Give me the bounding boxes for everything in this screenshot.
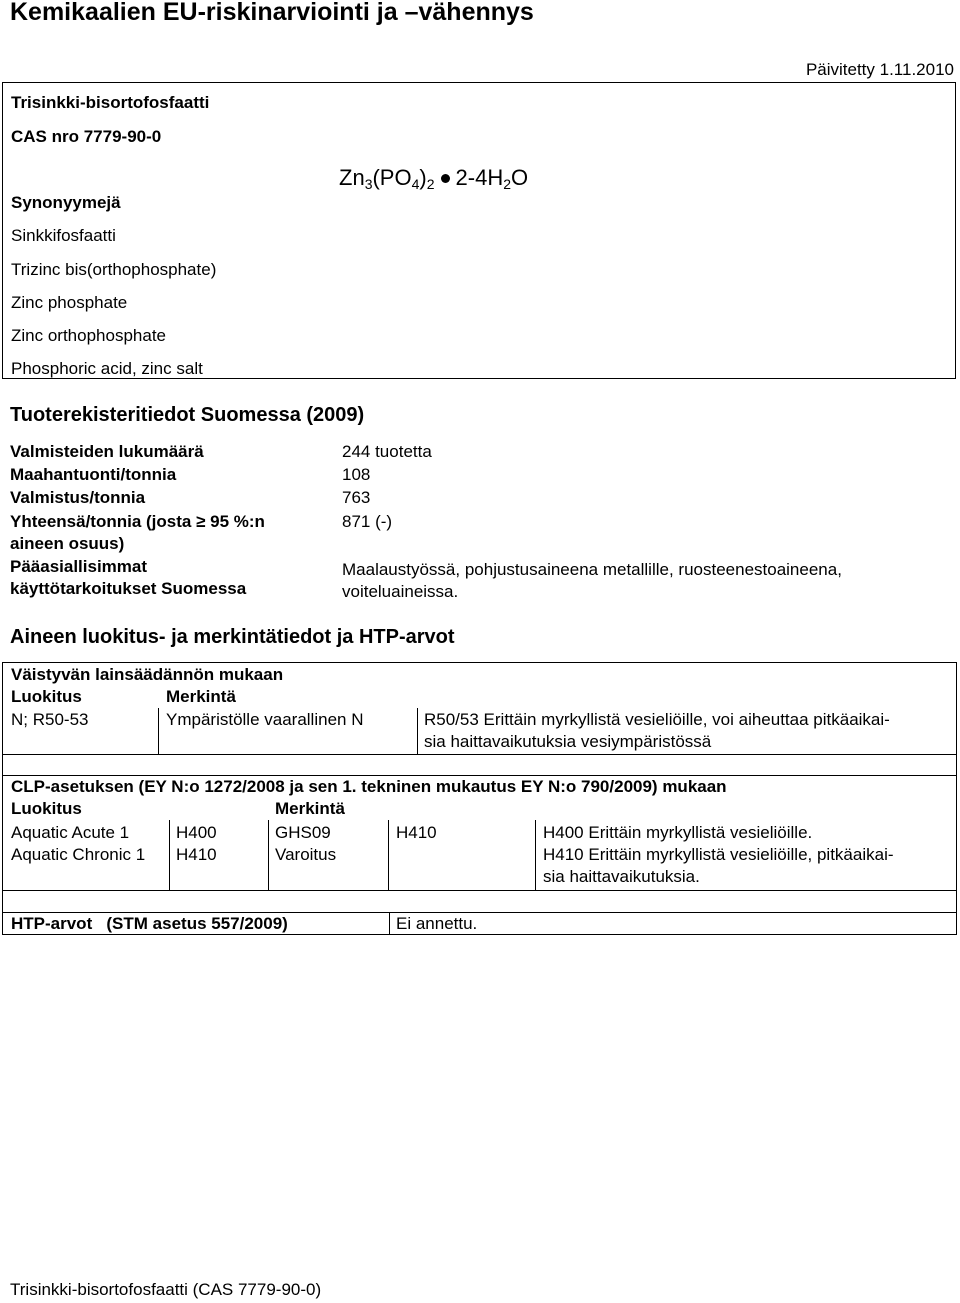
- hydrate-dot-icon: [441, 174, 450, 183]
- synonym-item: Sinkkifosfaatti: [11, 226, 116, 245]
- clp-hcode: H410: [176, 845, 217, 864]
- old-law-col-class: Luokitus: [11, 687, 82, 706]
- registry-label: Maahantuonti/tonnia: [10, 465, 177, 484]
- clp-class: Aquatic Chronic 1: [11, 845, 146, 864]
- clp-statement: H400 Erittäin myrkyllistä vesieliöille.: [543, 823, 813, 842]
- synonym-item: Phosphoric acid, zinc salt: [11, 359, 203, 378]
- registry-value: 244 tuotetta: [342, 442, 432, 461]
- registry-value-cont: voiteluaineissa.: [342, 582, 459, 601]
- clp-hcode: H400: [176, 823, 217, 842]
- old-law-heading: Väistyvän lainsäädännön mukaan: [11, 665, 284, 684]
- registry-label: Pääasiallisimmat: [10, 557, 148, 576]
- registry-value: 871 (-): [342, 512, 393, 531]
- registry-label: Valmistus/tonnia: [10, 488, 146, 507]
- clp-class: Aquatic Acute 1: [11, 823, 130, 842]
- classification-table: [2, 662, 957, 935]
- synonyms-heading: Synonyymejä: [11, 193, 121, 212]
- clp-label-hcode: H410: [396, 823, 437, 842]
- registry-value: Maalaustyössä, pohjustusaineena metallille, ruosteenestoaineena,: [342, 560, 842, 579]
- clp-statement: H410 Erittäin myrkyllistä vesieliöille, pitkäaikai-: [543, 845, 894, 864]
- old-law-phrase-cont: sia haittavaikutuksia vesiympäristössä: [424, 732, 712, 751]
- registry-label: Yhteensä/tonnia (josta ≥ 95 %:n: [10, 512, 265, 531]
- synonym-item: Trizinc bis(orthophosphate): [11, 260, 217, 279]
- registry-heading: Tuoterekisteritiedot Suomessa (2009): [10, 404, 365, 426]
- substance-id-box: [2, 82, 956, 379]
- registry-label-cont: aineen osuus): [10, 534, 125, 553]
- page-title: Kemikaalien EU-riskinarviointi ja –vähennys: [10, 0, 534, 26]
- updated-date: Päivitetty 1.11.2010: [805, 60, 954, 79]
- cas-number: CAS nro 7779-90-0: [11, 127, 162, 146]
- substance-name: Trisinkki-bisortofosfaatti: [11, 93, 210, 112]
- clp-col-class: Luokitus: [11, 799, 82, 818]
- registry-label-cont: käyttötarkoitukset Suomessa: [10, 579, 247, 598]
- chemical-formula: $Zn_3(PO_4)_2$ $2-4H_2O$: [339, 165, 529, 192]
- clp-heading: CLP-asetuksen (EY N:o 1272/2008 ja sen 1. tekninen mukautus EY N:o 790/2009) mukaan: [11, 777, 727, 796]
- clp-signal-word: Varoitus: [275, 845, 337, 864]
- clp-pictogram: GHS09: [275, 823, 331, 842]
- clp-col-label: Merkintä: [275, 799, 345, 818]
- synonym-item: Zinc orthophosphate: [11, 326, 166, 345]
- classification-heading: Aineen luokitus- ja merkintätiedot ja HTP-arvot: [10, 626, 455, 648]
- old-law-class: N; R50-53: [11, 710, 89, 729]
- registry-value: 108: [342, 465, 371, 484]
- htp-value: Ei annettu.: [396, 914, 478, 933]
- old-law-phrase: R50/53 Erittäin myrkyllistä vesieliöille, voi aiheuttaa pitkäaikai-: [424, 710, 890, 729]
- registry-value: 763: [342, 488, 371, 507]
- old-law-label: Ympäristölle vaarallinen N: [166, 710, 364, 729]
- htp-label: HTP-arvot (STM asetus 557/2009): [11, 914, 288, 933]
- old-law-col-label: Merkintä: [166, 687, 236, 706]
- clp-statement-cont: sia haittavaikutuksia.: [543, 867, 700, 886]
- synonym-item: Zinc phosphate: [11, 293, 128, 312]
- page-footer: Trisinkki-bisortofosfaatti (CAS 7779-90-0): [10, 1280, 322, 1299]
- registry-label: Valmisteiden lukumäärä: [10, 442, 204, 461]
